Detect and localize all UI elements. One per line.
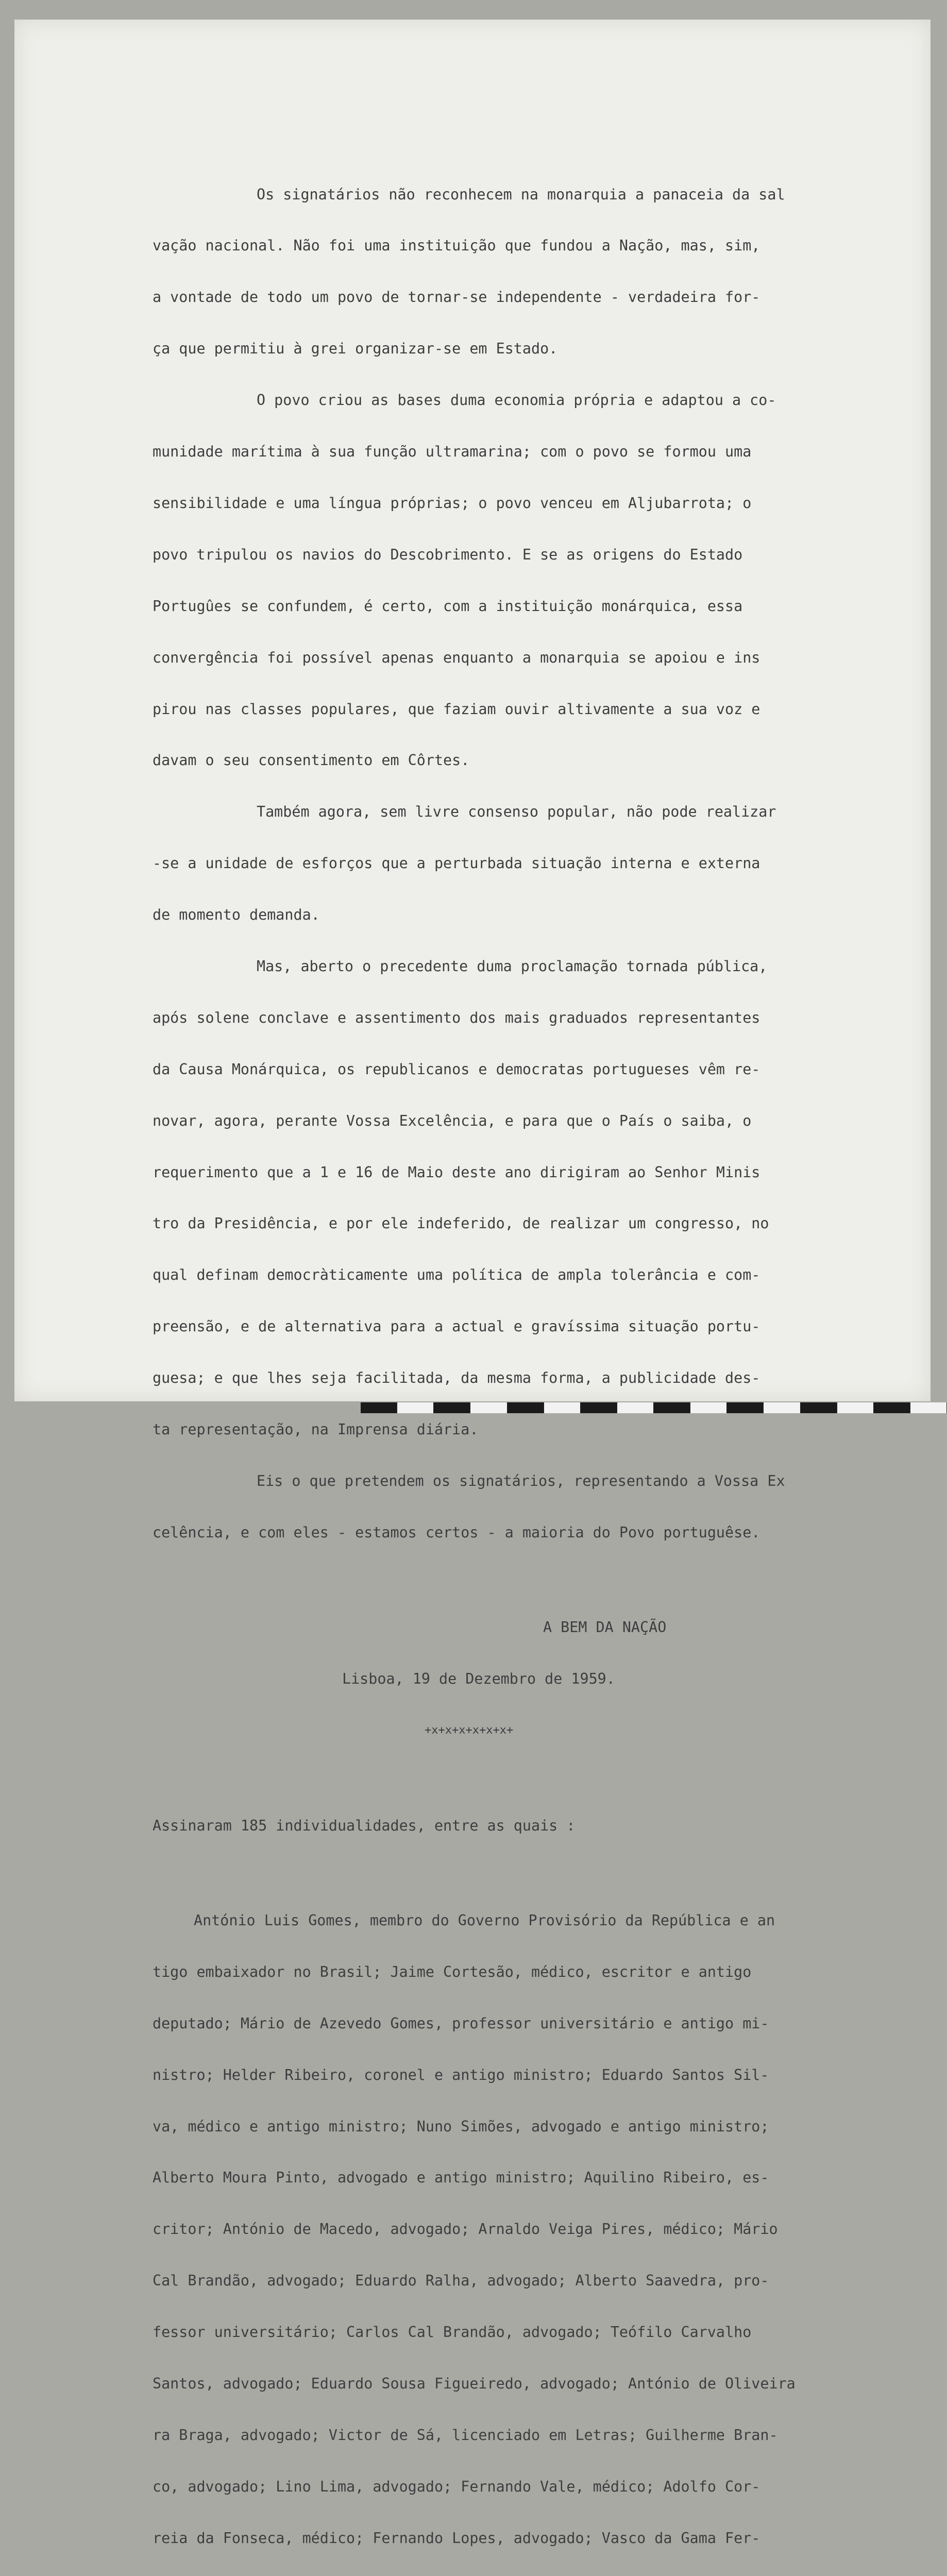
text-line: Portugûes se confundem, é certo, com a instituição monárquica, essa [153, 597, 743, 615]
text-line: reia da Fonseca, médico; Fernando Lopes, advogado; Vasco da Gama Fer- [153, 2529, 760, 2547]
text-line: tigo embaixador no Brasil; Jaime Cortesão, médico, escritor e antigo [153, 1963, 752, 1980]
text-line: preensão, e de alternativa para a actual e gravíssima situação portu- [153, 1318, 760, 1335]
text-line: a vontade de todo um povo de tornar-se independente - verdadeira for- [153, 289, 760, 306]
text-line: vação nacional. Não foi uma instituição que fundou a Nação, mas, sim, [153, 237, 760, 255]
text-line: critor; António de Macedo, advogado; Arnaldo Veiga Pires, médico; Mário [153, 2221, 778, 2238]
text-line: guesa; e que lhes seja facilitada, da mesma forma, a publicidade des- [153, 1369, 760, 1387]
text-line: Os signatários não reconhecem na monarquia a panaceia da sal [257, 185, 785, 203]
text-line: pirou nas classes populares, que faziam ouvir altivamente a sua voz e [153, 700, 760, 718]
text-line: ta representação, na Imprensa diária. [153, 1420, 479, 1438]
separator-line: +x+x+x+x+x+x+ [425, 1724, 514, 1737]
text-line: Eis o que pretendem os signatários, representando a Vossa Ex [257, 1472, 785, 1489]
typed-document-page [14, 20, 931, 2547]
text-line: ra Braga, advogado; Victor de Sá, licenciado em Letras; Guilherme Bran- [153, 2426, 778, 2444]
text-line: requerimento que a 1 e 16 de Maio deste ano dirigiram ao Senhor Minis [153, 1163, 760, 1181]
text-line: va, médico e antigo ministro; Nuno Simões, advogado e antigo ministro; [153, 2117, 769, 2135]
text-line: ça que permitiu à grei organizar-se em Estado. [153, 340, 558, 358]
closing-salutation: A BEM DA NAÇÃO [543, 1619, 667, 1636]
document-body [153, 151, 905, 2576]
text-line: Mas, aberto o precedente duma proclamação tornada pública, [257, 957, 768, 975]
text-line: co, advogado; Lino Lima, advogado; Fernando Vale, médico; Adolfo Cor- [153, 2478, 760, 2495]
signatories-heading: Assinaram 185 individualidades, entre as quais : [153, 1817, 576, 1834]
text-line: fessor universitário; Carlos Cal Brandão, advogado; Teófilo Carvalho [153, 2324, 752, 2341]
text-line: convergência foi possível apenas enquanto a monarquia se apoiou e ins [153, 649, 760, 666]
text-line: tro da Presidência, e por ele indeferido, de realizar um congresso, no [153, 1215, 769, 1232]
text-line: celência, e com eles - estamos certos - a maioria do Povo portuguêse. [153, 1523, 760, 1541]
place-date-line: Lisboa, 19 de Dezembro de 1959. [342, 1670, 615, 1688]
text-line: da Causa Monárquica, os republicanos e democratas portugueses vêm re- [153, 1060, 760, 1078]
text-line: -se a unidade de esforços que a perturbada situação interna e externa [153, 855, 760, 872]
scale-ruler [361, 1402, 947, 1413]
text-line: O povo criou as bases duma economia própria e adaptou a co- [257, 392, 776, 409]
text-line: sensibilidade e uma língua próprias; o povo venceu em Aljubarrota; o [153, 494, 752, 512]
text-line: Cal Brandão, advogado; Eduardo Ralha, advogado; Alberto Saavedra, pro- [153, 2272, 769, 2290]
text-line: nistro; Helder Ribeiro, coronel e antigo ministro; Eduardo Santos Sil- [153, 2066, 769, 2083]
text-line: qual definam democràticamente uma política de ampla tolerância e com- [153, 1266, 760, 1284]
text-line: António Luis Gomes, membro do Governo Provisório da República e an [194, 1911, 775, 1929]
text-line: de momento demanda. [153, 906, 320, 924]
text-line: deputado; Mário de Azevedo Gomes, professor universitário e antigo mi- [153, 2014, 769, 2032]
text-line: após solene conclave e assentimento dos mais graduados representantes [153, 1009, 760, 1026]
text-line: Alberto Moura Pinto, advogado e antigo ministro; Aquilino Ribeiro, es- [153, 2169, 769, 2187]
text-line: Também agora, sem livre consenso popular, não pode realizar [257, 803, 776, 821]
text-line: munidade marítima à sua função ultramarina; com o povo se formou uma [153, 443, 752, 461]
text-line: Santos, advogado; Eduardo Sousa Figueiredo, advogado; António de Oliveira [153, 2375, 796, 2392]
text-line: novar, agora, perante Vossa Excelência, e para que o País o saiba, o [153, 1112, 752, 1129]
text-line: povo tripulou os navios do Descobrimento. E se as origens do Estado [153, 546, 743, 563]
text-line: davam o seu consentimento em Côrtes. [153, 752, 470, 769]
